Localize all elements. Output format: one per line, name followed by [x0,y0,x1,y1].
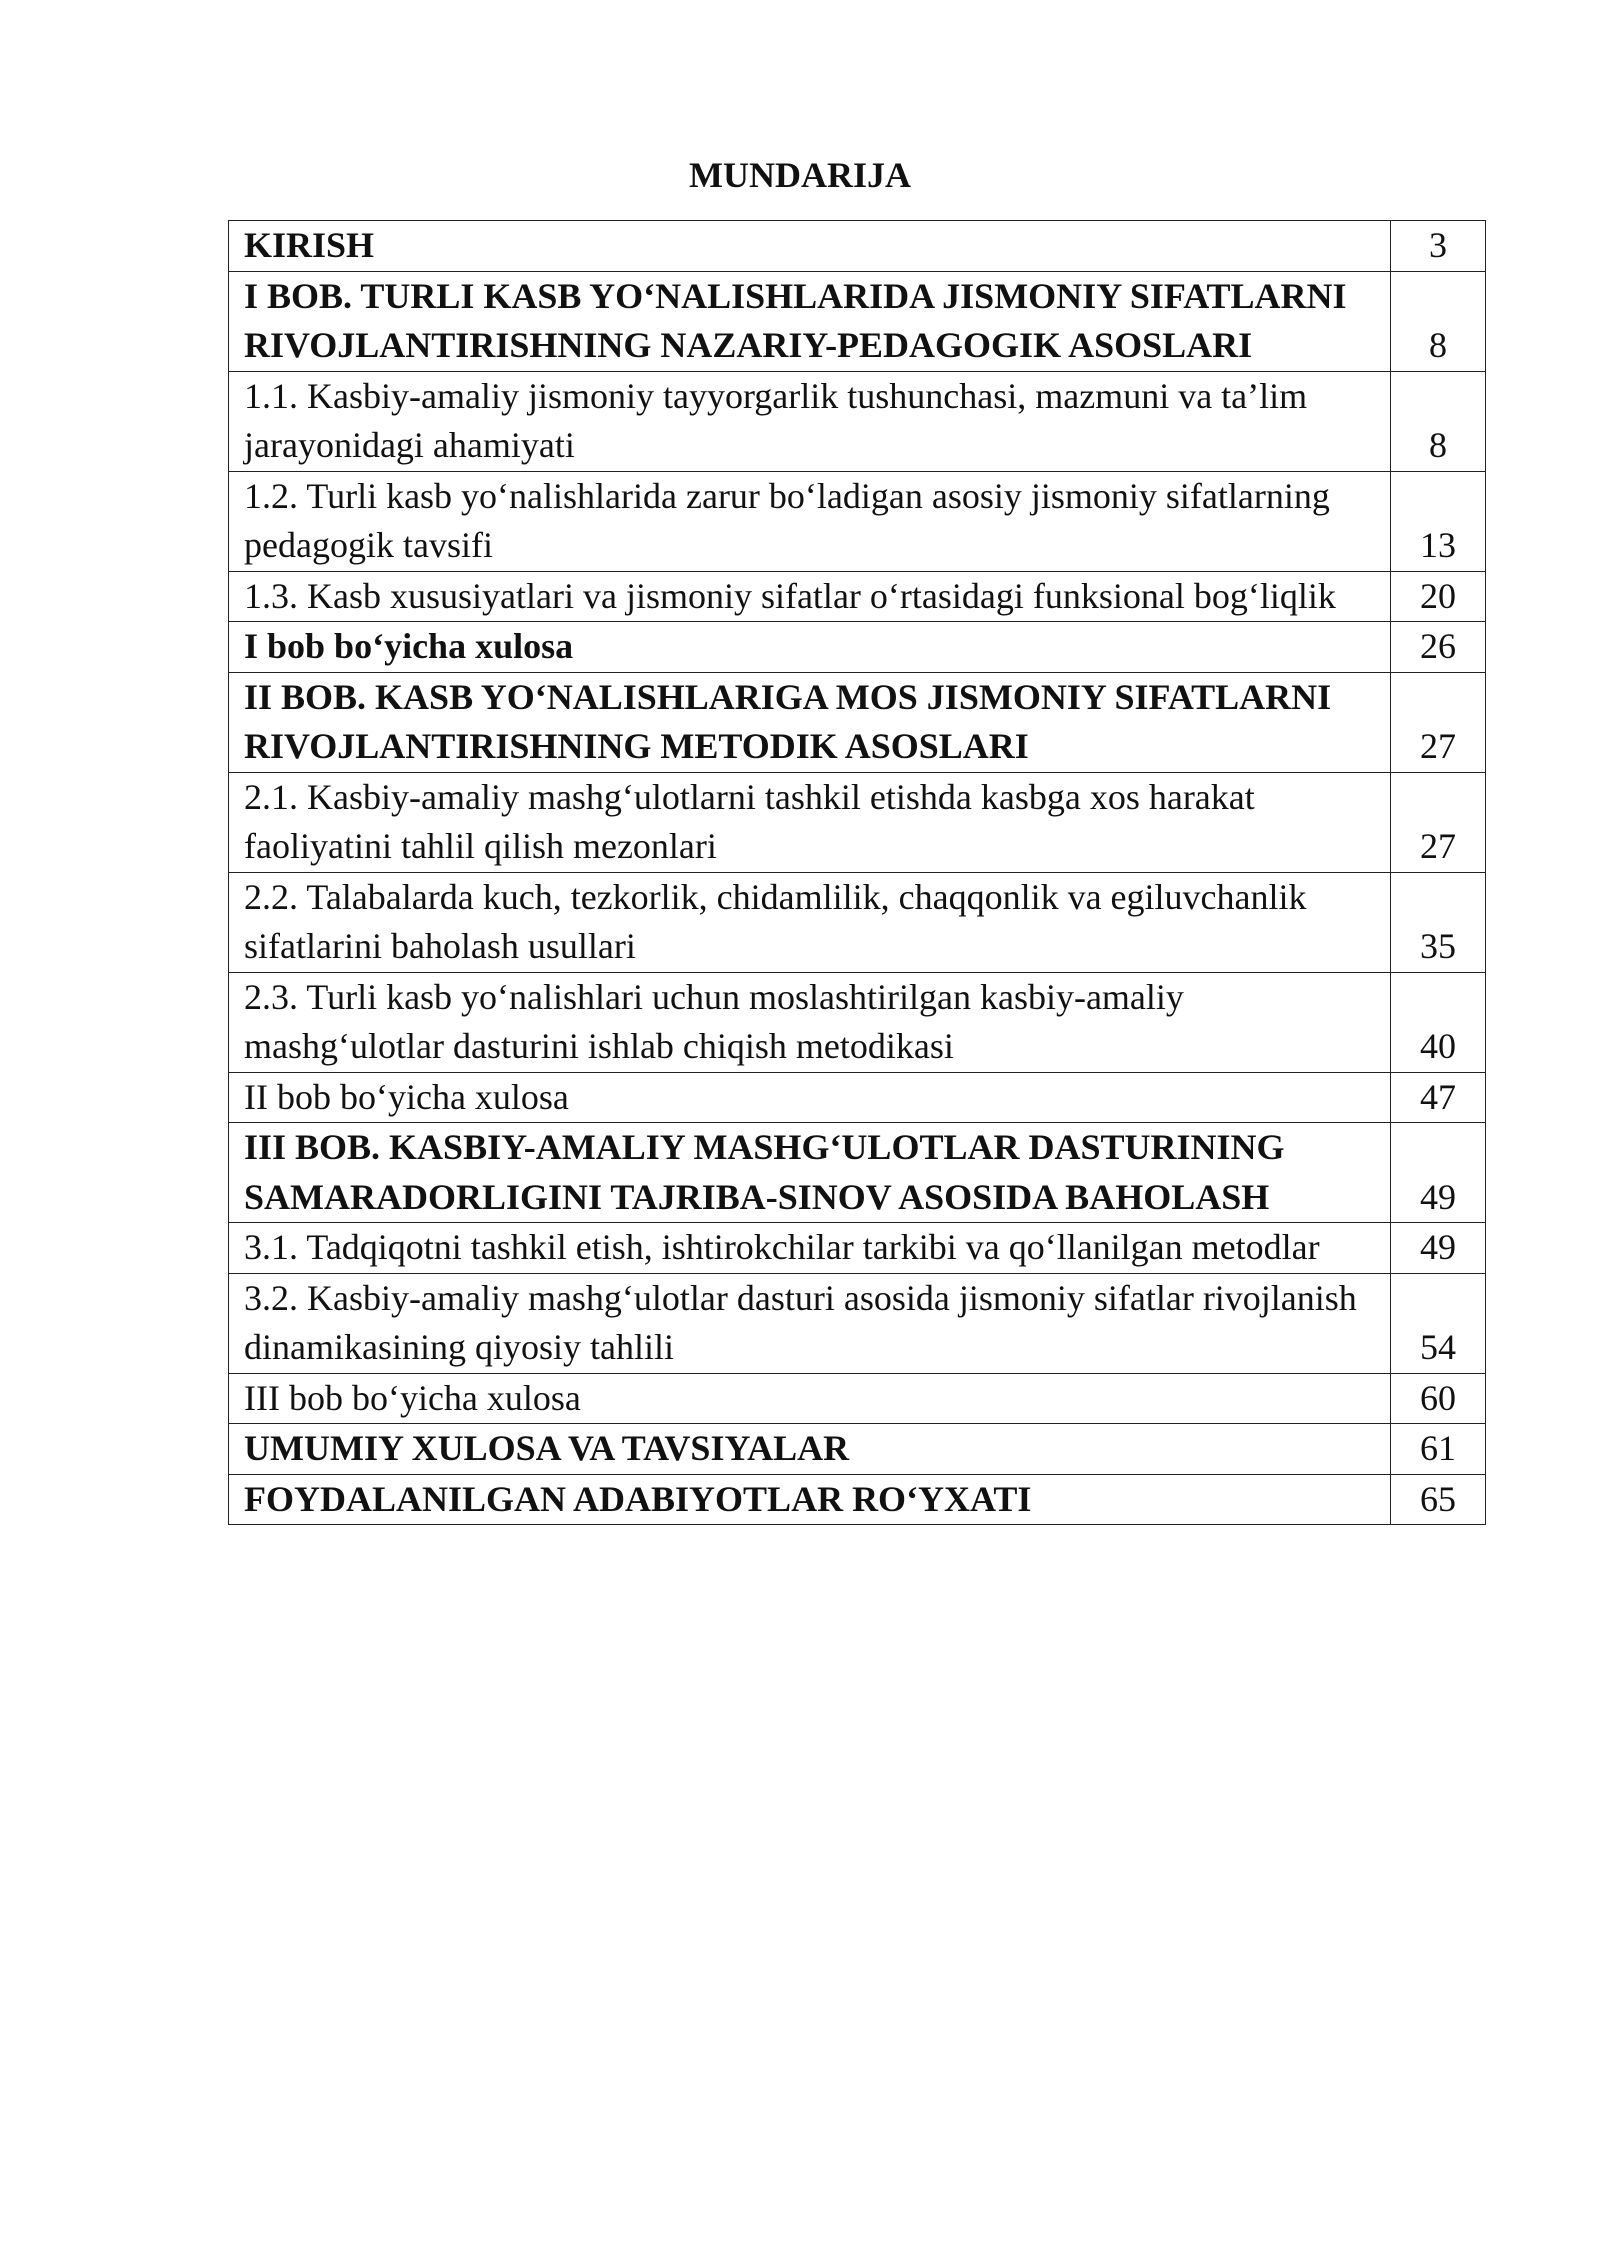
toc-page-number: 54 [1391,1273,1486,1373]
toc-entry-title: 1.1. Kasbiy-amaliy jismoniy tayyorgarlik tushunchasi, mazmuni va ta’lim jarayonidagi ahamiyati [229,371,1391,471]
toc-entry-title: II bob bo‘yicha xulosa [229,1072,1391,1123]
table-of-contents [228,220,1486,1525]
toc-entry-title: 2.1. Kasbiy-amaliy mashg‘ulotlarni tashkil etishda kasbga xos harakat faoliyatini tahlil qilish mezonlari [229,772,1391,872]
toc-page-number: 27 [1391,772,1486,872]
toc-entry-title: 1.2. Turli kasb yo‘nalishlarida zarur bo‘ladigan asosiy jismoniy sifatlarning pedagogik tavsifi [229,471,1391,571]
toc-entry-title: III BOB. KASBIY-AMALIY MASHG‘ULOTLAR DASTURINING SAMARADORLIGINI TAJRIBA-SINOV ASOSIDA BAHOLASH [229,1123,1391,1223]
toc-entry-title: I BOB. TURLI KASB YO‘NALISHLARIDA JISMONIY SIFATLARNI RIVOJLANTIRISHNING NAZARIY-PEDAGOGIK ASOSLARI [229,271,1391,371]
toc-row [229,1474,1486,1525]
toc-page-number: 61 [1391,1424,1486,1475]
toc-row [229,471,1486,571]
toc-row [229,371,1486,471]
toc-row [229,1424,1486,1475]
toc-row [229,1123,1486,1223]
toc-entry-title: III bob bo‘yicha xulosa [229,1373,1391,1424]
toc-page-number: 8 [1391,371,1486,471]
toc-row [229,221,1486,272]
toc-row [229,622,1486,673]
toc-row [229,672,1486,772]
toc-row [229,571,1486,622]
page-title: MUNDARIJA [689,155,911,195]
toc-page-number: 60 [1391,1373,1486,1424]
toc-page-number: 40 [1391,972,1486,1072]
toc-page-number: 47 [1391,1072,1486,1123]
toc-entry-title: 1.3. Kasb xususiyatlari va jismoniy sifatlar o‘rtasidagi funksional bog‘liqlik [229,571,1391,622]
toc-page-number: 13 [1391,471,1486,571]
toc-row [229,1373,1486,1424]
toc-page-number: 65 [1391,1474,1486,1525]
toc-page-number: 49 [1391,1123,1486,1223]
toc-entry-title: KIRISH [229,221,1391,272]
toc-row [229,1223,1486,1274]
toc-page-number: 8 [1391,271,1486,371]
toc-body [229,221,1486,1525]
toc-row [229,872,1486,972]
toc-page-number: 49 [1391,1223,1486,1274]
toc-page-number: 26 [1391,622,1486,673]
toc-page-number: 20 [1391,571,1486,622]
toc-entry-title: 3.1. Tadqiqotni tashkil etish, ishtirokchilar tarkibi va qo‘llanilgan metodlar [229,1223,1391,1274]
toc-page-number: 27 [1391,672,1486,772]
toc-entry-title: 3.2. Kasbiy-amaliy mashg‘ulotlar dasturi asosida jismoniy sifatlar rivojlanish dinamikasining qiyosiy tahlili [229,1273,1391,1373]
toc-row [229,1072,1486,1123]
toc-entry-title: FOYDALANILGAN ADABIYOTLAR RO‘YXATI [229,1474,1391,1525]
toc-row [229,271,1486,371]
toc-entry-title: UMUMIY XULOSA VA TAVSIYALAR [229,1424,1391,1475]
toc-entry-title: 2.2. Talabalarda kuch, tezkorlik, chidamlilik, chaqqonlik va egiluvchanlik sifatlarini baholash usullari [229,872,1391,972]
toc-entry-title: 2.3. Turli kasb yo‘nalishlari uchun moslashtirilgan kasbiy-amaliy mashg‘ulotlar dasturini ishlab chiqish metodikasi [229,972,1391,1072]
toc-page-number: 3 [1391,221,1486,272]
toc-entry-title: I bob bo‘yicha xulosa [229,622,1391,673]
toc-row [229,1273,1486,1373]
toc-page-number: 35 [1391,872,1486,972]
toc-entry-title: II BOB. KASB YO‘NALISHLARIGA MOS JISMONIY SIFATLARNI RIVOJLANTIRISHNING METODIK ASOSLARI [229,672,1391,772]
toc-row [229,972,1486,1072]
toc-row [229,772,1486,872]
